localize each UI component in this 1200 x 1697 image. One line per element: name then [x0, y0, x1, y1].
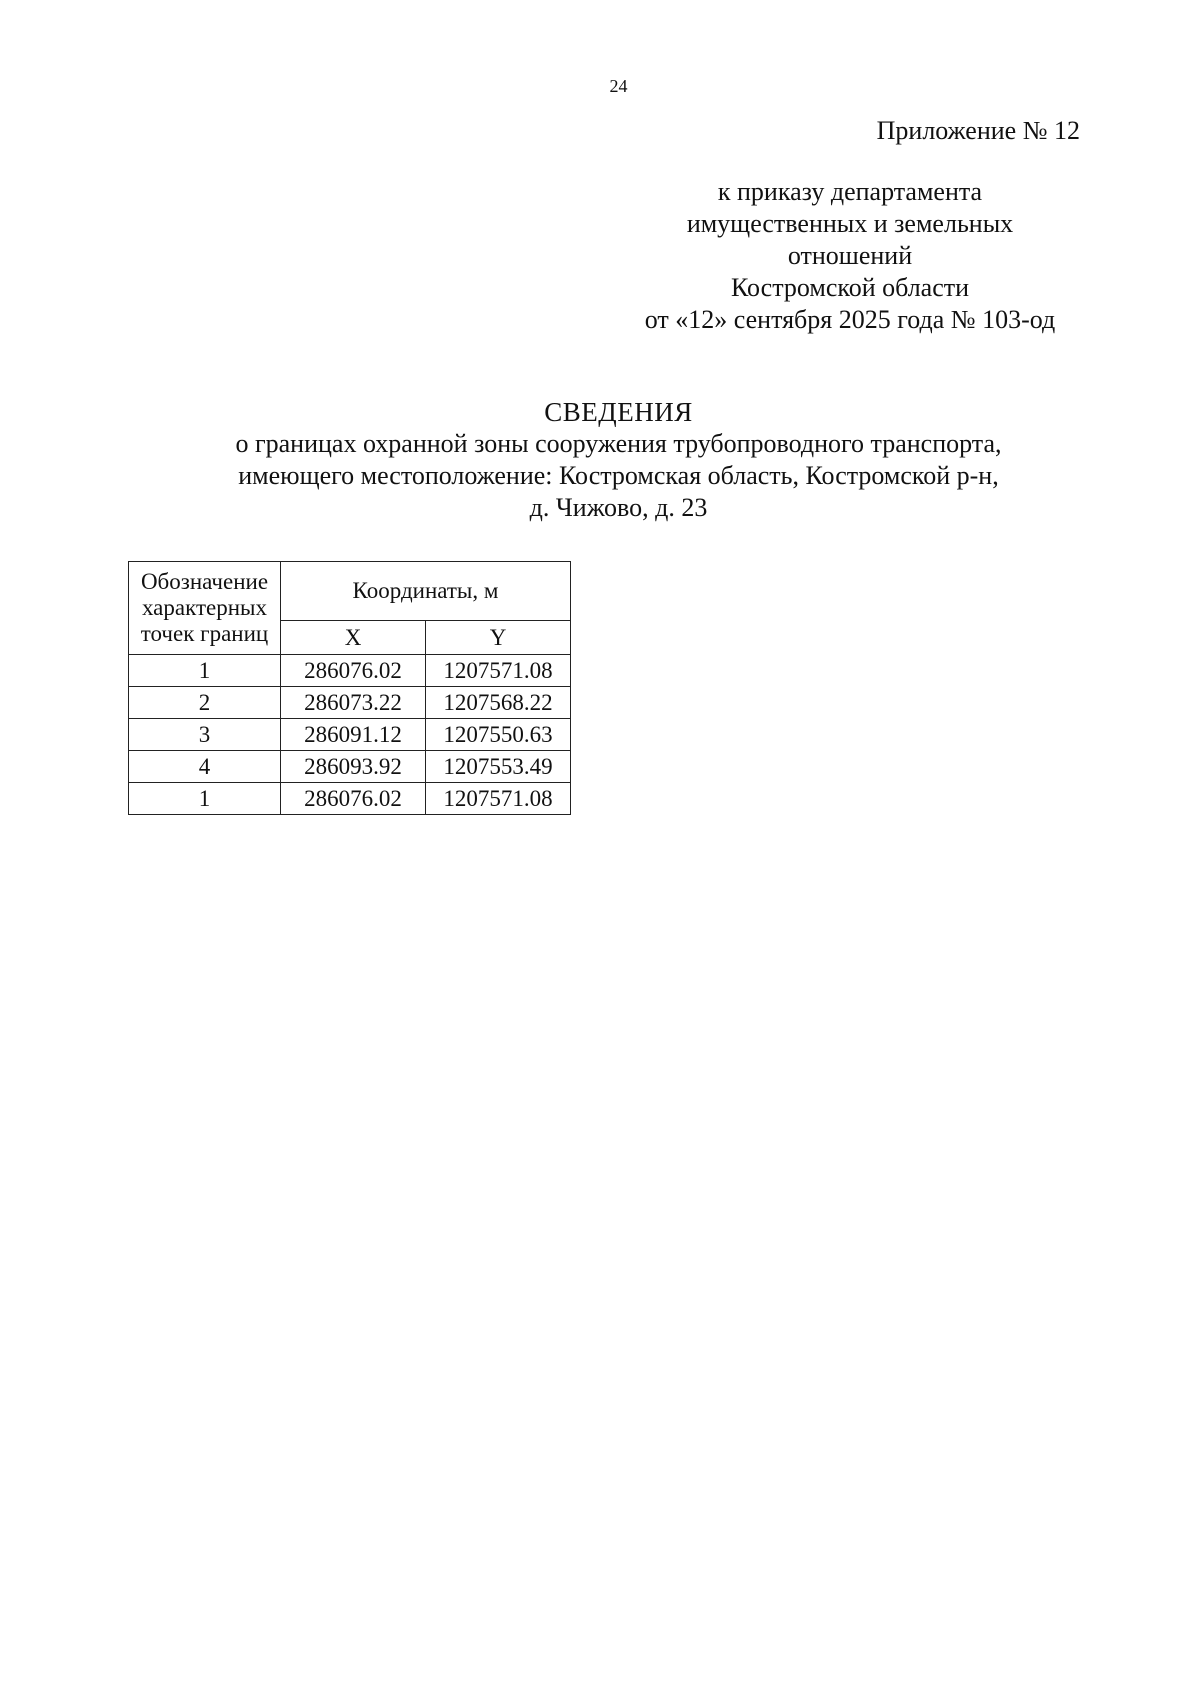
coordinates-table	[128, 561, 571, 815]
cell-y: 1207568.22	[426, 687, 571, 719]
cell-x: 286073.22	[281, 687, 426, 719]
cell-x: 286076.02	[281, 655, 426, 687]
header-point-line: Обозначение	[140, 569, 269, 594]
appendix-title: Приложение № 12	[876, 116, 1080, 145]
order-ref-line: к приказу департамента	[717, 177, 983, 206]
header-coordinates: Координаты, м	[281, 562, 571, 621]
cell-y: 1207550.63	[426, 719, 571, 751]
table-row	[129, 751, 571, 783]
cell-point: 2	[129, 687, 281, 719]
document-title: СВЕДЕНИЯ	[544, 397, 693, 427]
cell-point: 1	[129, 655, 281, 687]
document-subtitle-line: д. Чижово, д. 23	[529, 493, 708, 522]
cell-point: 4	[129, 751, 281, 783]
table-row	[129, 783, 571, 815]
table-row	[129, 655, 571, 687]
cell-y: 1207553.49	[426, 751, 571, 783]
document-subtitle-line: имеющего местоположение: Костромская область, Костромской р-н,	[238, 461, 999, 490]
cell-x: 286091.12	[281, 719, 426, 751]
cell-y: 1207571.08	[426, 783, 571, 815]
header-y: Y	[426, 621, 571, 655]
table-header-row	[129, 562, 571, 621]
header-point-line: характерных	[141, 595, 267, 620]
table-row	[129, 687, 571, 719]
table-row	[129, 719, 571, 751]
cell-y: 1207571.08	[426, 655, 571, 687]
order-ref-date-line: от «12» сентября 2025 года № 103-од	[644, 305, 1056, 334]
document-heading	[0, 396, 1200, 524]
order-ref-line: Костромской области	[730, 273, 970, 302]
cell-point: 3	[129, 719, 281, 751]
page-number: 24	[609, 76, 628, 96]
header-point-designation	[129, 562, 281, 655]
order-reference	[560, 176, 1140, 336]
cell-point: 1	[129, 783, 281, 815]
order-ref-line: имущественных и земельных	[686, 209, 1014, 238]
document-subtitle-line: о границах охранной зоны сооружения трубопроводного транспорта,	[235, 429, 1002, 458]
header-x: X	[281, 621, 426, 655]
cell-x: 286093.92	[281, 751, 426, 783]
header-point-line: точек границ	[140, 621, 269, 646]
cell-x: 286076.02	[281, 783, 426, 815]
order-ref-line: отношений	[787, 241, 913, 270]
